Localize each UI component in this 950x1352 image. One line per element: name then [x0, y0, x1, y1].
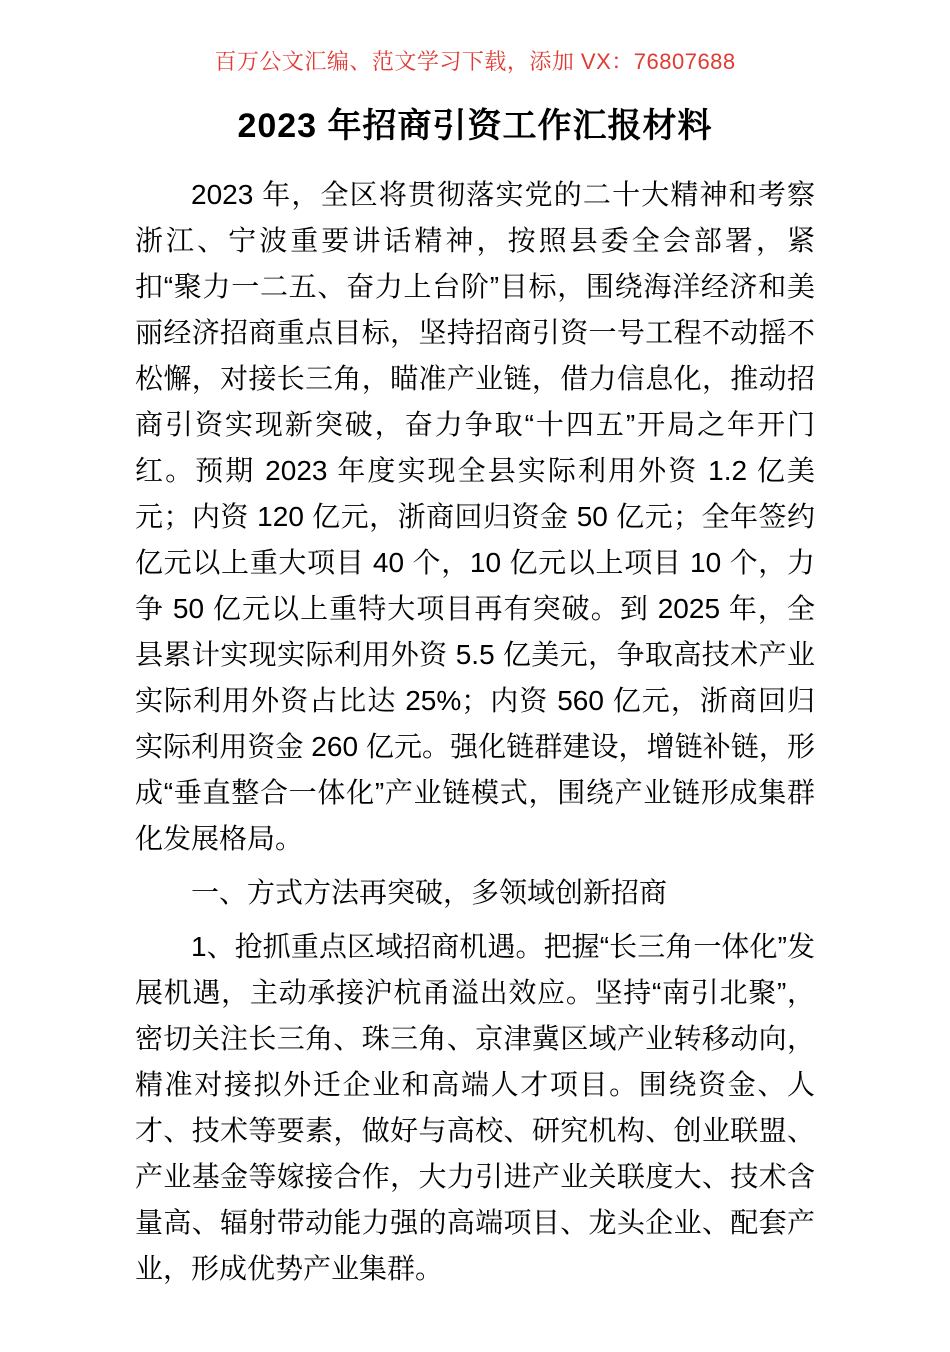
- section-heading-1: 一、方式方法再突破，多领域创新招商: [191, 877, 668, 908]
- paragraph-intro: 2023 年，全区将贯彻落实党的二十大精神和考察浙江、宁波重要讲话精神，按照县委全会部署，紧扣“聚力一二五、奋力上台阶”目标，围绕海洋经济和美丽经济招商重点目标，坚持招商引资一号工程不动摇不松懈，对接长三角，瞄准产业链，借力信息化，推动招商引资实现新突破，奋力争取“十四五”开局之年开门红。预期 2023 年度实现全县实际利用外资 1.2 亿美元；内资 120 亿元，浙商回归资金 50 亿元；全年签约亿元以上重大项目 40 个，10 亿元以上项目 10 个，力争 50 亿元以上重特大项目再有突破。到 2025 年，全县累计实现实际利用外资 5.5 亿美元，争取高技术产业实际利用外资占比达 25%；内资 560 亿元，浙商回归实际利用资金 260 亿元。强化链群建设，增链补链，形成“垂直整合一体化”产业链模式，围绕产业链形成集群化发展格局。: [135, 179, 815, 854]
- document-title: 2023 年招商引资工作汇报材料: [237, 107, 713, 145]
- paragraph-section-1-item-1: 1、抢抓重点区域招商机遇。把握“长三角一体化”发展机遇，主动承接沪杭甬溢出效应。坚持“南引北聚”，密切关注长三角、珠三角、京津冀区域产业转移动向，精准对接拟外迁企业和高端人才项目。围绕资金、人才、技术等要素，做好与高校、研究机构、创业联盟、产业基金等嫁接合作，大力引进产业关联度大、技术含量高、辐射带动能力强的高端项目、龙头企业、配套产业，形成优势产业集群。: [135, 931, 815, 1284]
- watermark-notice: 百万公文汇编、范文学习下载，添加 VX：76807688: [214, 49, 736, 74]
